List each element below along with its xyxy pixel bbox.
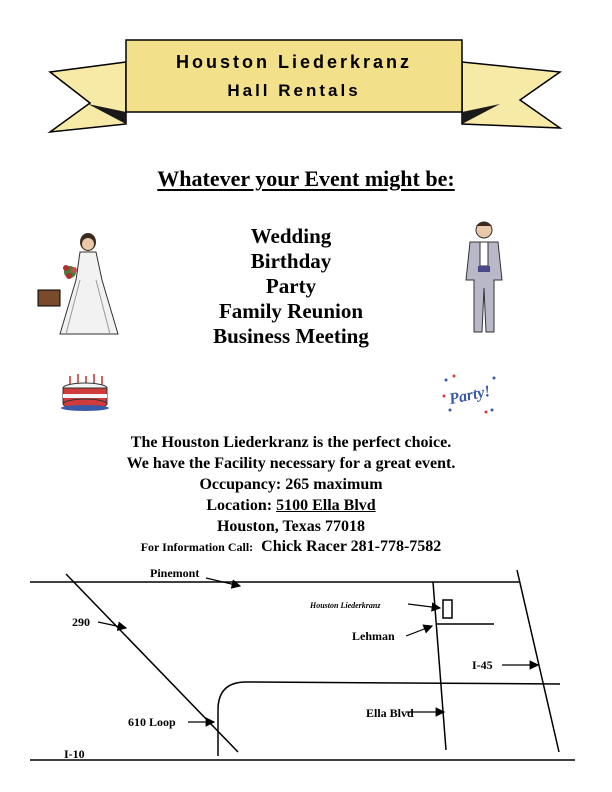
event-item: Birthday (250, 249, 332, 273)
map-label-ella: Ella Blvd (366, 706, 414, 720)
contact-value: Chick Racer 281-778-7582 (261, 538, 442, 555)
contact-line (0, 538, 582, 556)
birthday-cake-clipart (60, 372, 110, 412)
bride-clipart (36, 230, 128, 340)
banner-subtitle: Hall Rentals (227, 81, 361, 100)
party-sign-clipart (440, 372, 502, 416)
map-label-610: 610 Loop (128, 715, 176, 729)
map-label-liederkranz: Houston Liederkranz (310, 601, 381, 610)
map-label-i45: I-45 (472, 658, 493, 672)
map-label-i10: I-10 (64, 747, 85, 761)
page-heading: Whatever your Event might be: (157, 166, 455, 191)
map-label-290: 290 (72, 615, 90, 629)
info-line-1: The Houston Liederkranz is the perfect choice. (130, 434, 452, 451)
location-map (0, 560, 612, 792)
occupancy-line: Occupancy: 265 maximum (199, 476, 383, 493)
location-address: 5100 Ella Blvd (276, 497, 376, 514)
event-item: Party (265, 274, 317, 298)
location-line (0, 495, 582, 516)
contact-label: For Information Call: (140, 540, 254, 554)
title-banner (0, 0, 612, 140)
map-label-pinemont: Pinemont (150, 566, 200, 580)
event-item: Wedding (250, 224, 332, 248)
info-block (0, 432, 582, 537)
event-item: Business Meeting (213, 324, 369, 348)
i45-road (517, 570, 559, 752)
party-sign-text: Party! (447, 382, 493, 409)
location-label: Location: (206, 497, 273, 514)
groom-clipart (454, 218, 514, 336)
banner-title: Houston Liederkranz (175, 52, 413, 72)
info-line-2: We have the Facility necessary for a great event. (126, 455, 456, 472)
city-line: Houston, Texas 77018 (216, 518, 366, 535)
event-item: Family Reunion (218, 299, 364, 323)
map-label-lehman: Lehman (352, 629, 395, 643)
liederkranz-building-marker (443, 600, 452, 618)
